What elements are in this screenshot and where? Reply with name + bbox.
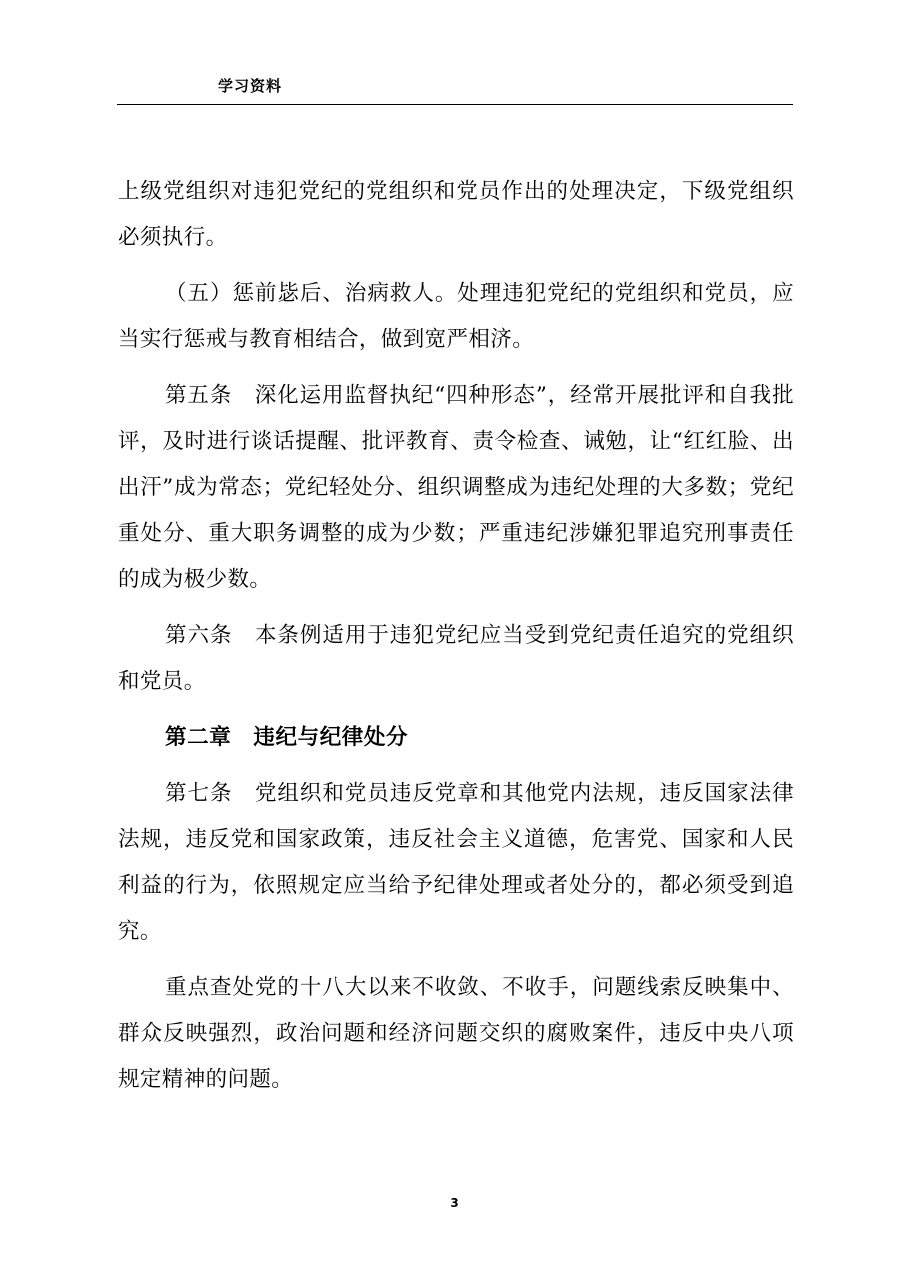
page-number: 3 <box>450 1196 459 1210</box>
paragraph-article-5: 第五条 深化运用监督执纪“四种形态”，经常开展批评和自我批评，及时进行谈话提醒、批评教育、责令检查、诫勉，让“红红脸、出出汗”成为常态；党纪轻处分、组织调整成为违纪处理的大多数；党纪重处分、重大职务调整的成为少数；严重违纪涉嫌犯罪追究刑事责任的成为极少数。 <box>118 383 794 592</box>
paragraph-item-five: （五）惩前毖后、治病救人。处理违犯党纪的党组织和党员，应当实行惩戒与教育相结合，做到宽严相济。 <box>118 281 794 352</box>
header-divider <box>117 104 793 105</box>
paragraph-continuation: 上级党组织对违犯党纪的党组织和党员作出的处理决定，下级党组织必须执行。 <box>118 179 794 250</box>
document-body <box>118 169 794 1113</box>
paragraph-key-investigation: 重点查处党的十八大以来不收敛、不收手，问题线索反映集中、群众反映强烈，政治问题和经济问题交织的腐败案件，违反中央八项规定精神的问题。 <box>118 975 794 1092</box>
chapter-heading: 第二章 违纪与纪律处分 <box>165 725 409 750</box>
paragraph-article-6: 第六条 本条例适用于违犯党纪应当受到党纪责任追究的党组织和党员。 <box>118 623 794 694</box>
paragraph-article-7: 第七条 党组织和党员违反党章和其他党内法规，违反国家法律法规，违反党和国家政策，违反社会主义道德，危害党、国家和人民利益的行为，依照规定应当给予纪律处理或者处分的，都必须受到追究。 <box>118 781 794 944</box>
header-title: 学习资料 <box>218 77 283 95</box>
